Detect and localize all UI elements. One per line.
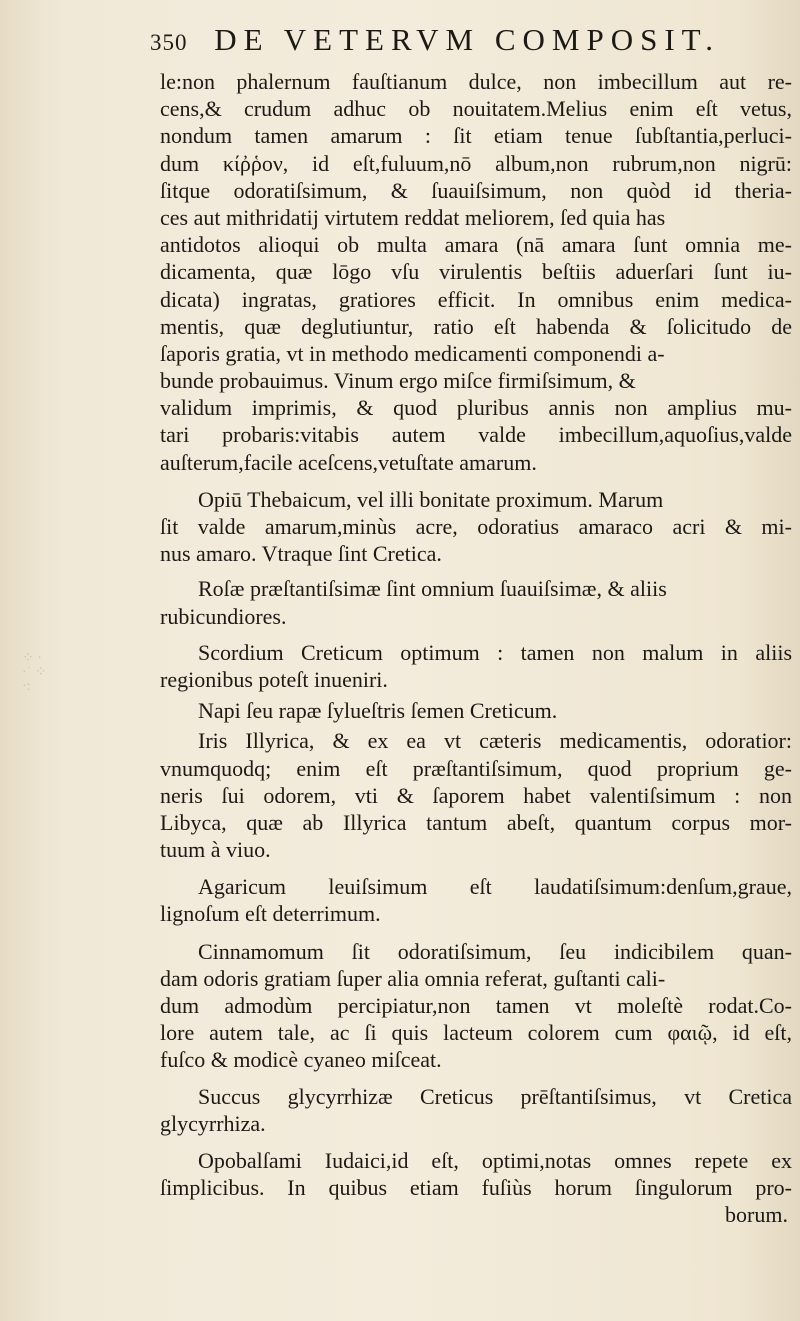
text-line: dam odoris gratiam ſuper alia omnia referat, guſtanti cali- bbox=[160, 965, 666, 991]
text-line: antidotos alioqui ob multa amara (nā amara ſunt omnia me- bbox=[160, 232, 792, 258]
paragraph-gap bbox=[160, 630, 792, 639]
text-line: dicata) ingratas, gratiores efficit. In omnibus enim medica- bbox=[160, 286, 792, 312]
text-line: ſitque odoratiſsimum, & ſuauiſsimum, non quòd id theria- bbox=[160, 177, 792, 203]
text-line: le:non phalernum fauſtianum dulce, non imbecillum aut re- bbox=[160, 69, 792, 94]
paragraph bbox=[160, 1147, 792, 1229]
text-line: ſaporis gratia, vt in methodo medicamenti componendi a- bbox=[160, 340, 665, 366]
text-line: dicamenta, quæ lōgo vſu virulentis beſtiis aduerſari ſunt iu- bbox=[160, 259, 792, 285]
text-line: Succus glycyrrhizæ Creticus prēſtantiſsimus, vt Cretica bbox=[198, 1083, 792, 1109]
text-line: Libyca, quæ ab Illyrica tantum abeſt, quantum corpus mor- bbox=[160, 809, 792, 835]
text-line: Cinnamomum ſit odoratiſsimum, ſeu indicibilem quan- bbox=[198, 938, 792, 964]
text-line: vnumquodq; enim eſt præſtantiſsimum, quod proprium ge- bbox=[160, 755, 792, 781]
page-number: 350 bbox=[150, 30, 188, 55]
paragraph-gap bbox=[160, 1137, 792, 1147]
text-line: validum imprimis, & quod pluribus annis non amplius mu- bbox=[160, 395, 792, 421]
text-line: neris ſui odorem, vti & ſaporem habet valentiſsimum : non bbox=[160, 782, 792, 808]
text-line-end: borum. bbox=[725, 1202, 788, 1228]
text-line: nondum tamen amarum : ſit etiam tenue ſubſtantia,perluci- bbox=[160, 123, 792, 149]
bleed-through-mark: ⁘ · ·˙ ⁘ ·: bbox=[22, 651, 47, 694]
paragraph-gap bbox=[160, 567, 792, 575]
paragraph-gap bbox=[160, 928, 792, 938]
running-title: DE VETERVM COMPOSIT. bbox=[214, 22, 721, 57]
text-line: Opobalſami Iudaici,id eſt, optimi,notas omnes repete ex bbox=[198, 1147, 792, 1173]
text-line: lore autem tale, ac ſi quis lacteum colorem cum φαιῷ, id eſt, bbox=[160, 1020, 792, 1046]
text-line: ſit valde amarum,minùs acre, odoratius amaraco acri & mi- bbox=[160, 514, 792, 539]
text-line: Agaricum leuiſsimum eſt laudatiſsimum:denſum,graue, bbox=[198, 874, 792, 900]
paragraph bbox=[160, 938, 792, 1074]
text-line: lignoſum eſt deterrimum. bbox=[160, 901, 381, 927]
text-line: ces aut mithridatij virtutem reddat meliorem, ſed quia has bbox=[160, 204, 666, 230]
paragraph-gap bbox=[160, 476, 792, 486]
paragraph bbox=[160, 697, 792, 724]
text-line: tari probaris:vitabis autem valde imbecillum,aquoſius,valde bbox=[160, 422, 792, 448]
paragraph bbox=[160, 639, 792, 693]
text-line: rubicundiores. bbox=[160, 603, 287, 629]
text-line: dum admodùm percipiatur,non tamen vt moleſtè rodat.Co- bbox=[160, 993, 792, 1018]
paragraph bbox=[160, 873, 792, 927]
text-line: glycyrrhiza. bbox=[160, 1110, 266, 1136]
text-line: nus amaro. Vtraque ſint Cretica. bbox=[160, 541, 442, 567]
paragraph bbox=[160, 575, 792, 629]
text-line: bunde probauimus. Vinum ergo miſce firmiſsimum, & bbox=[160, 368, 636, 394]
paragraph bbox=[160, 68, 792, 476]
paragraph bbox=[160, 486, 792, 568]
text-line: Scordium Creticum optimum : tamen non malum in aliis bbox=[198, 639, 792, 665]
paragraph bbox=[160, 727, 792, 863]
text-line: cens,& crudum adhuc ob nouitatem.Melius enim eſt vetus, bbox=[160, 96, 792, 122]
text-line: tuum à viuo. bbox=[160, 837, 271, 863]
text-line: auſterum,facile aceſcens,vetuſtate amarum. bbox=[160, 449, 537, 475]
running-header bbox=[150, 22, 790, 58]
text-line: Opiū Thebaicum, vel illi bonitate proximum. Marum bbox=[198, 486, 664, 512]
paragraph-gap bbox=[160, 1074, 792, 1083]
text-line: ſimplicibus. In quibus etiam fuſiùs horum ſingulorum pro- bbox=[160, 1175, 792, 1201]
text-line: Napi ſeu rapæ ſylueſtris ſemen Creticum. bbox=[198, 698, 558, 724]
text-body bbox=[160, 68, 792, 1229]
paragraph-gap bbox=[160, 863, 792, 873]
text-line: Iris Illyrica, & ex ea vt cæteris medicamentis, odoratior: bbox=[198, 728, 792, 754]
text-line: mentis, quæ deglutiuntur, ratio eſt habenda & ſolicitudo de bbox=[160, 313, 792, 339]
text-line: dum κίῤῥον, id eſt,fuluum,nō album,non rubrum,non nigrū: bbox=[160, 150, 792, 176]
paragraph bbox=[160, 1083, 792, 1137]
text-line: fuſco & modicè cyaneo miſceat. bbox=[160, 1047, 442, 1073]
text-line: regionibus poteſt inueniri. bbox=[160, 666, 388, 692]
text-line: Roſæ præſtantiſsimæ ſint omnium ſuauiſsimæ, & aliis bbox=[198, 576, 667, 602]
